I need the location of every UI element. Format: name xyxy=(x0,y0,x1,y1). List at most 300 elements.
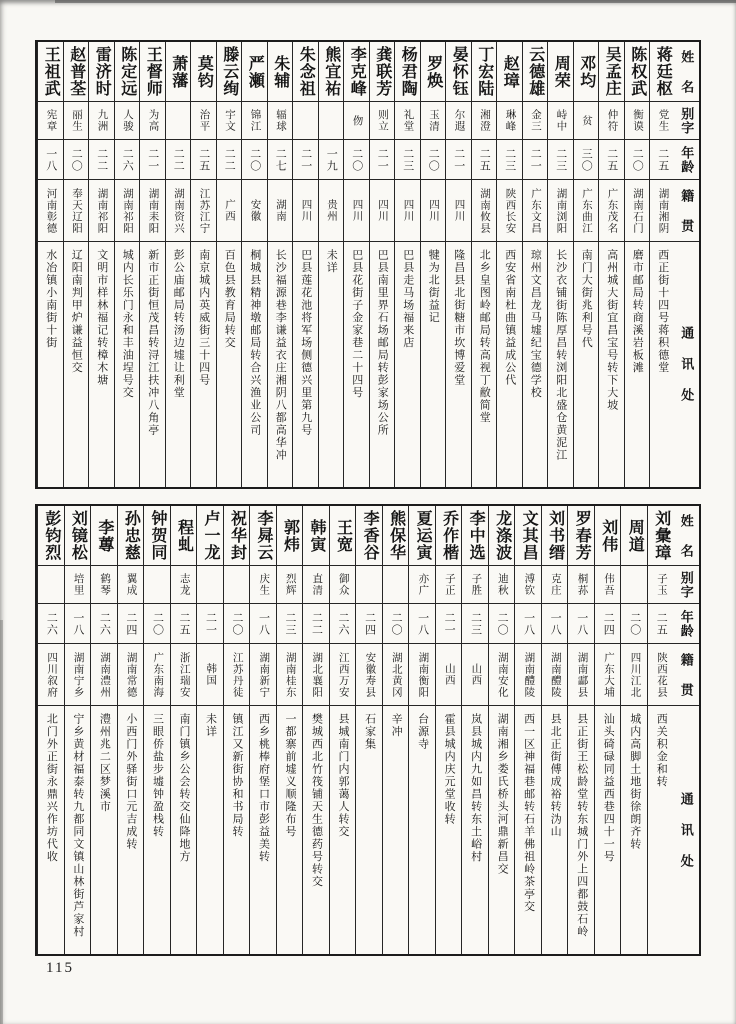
directory-table-top xyxy=(35,40,701,489)
name-cell: 杨君陶 xyxy=(395,42,420,102)
address-cell: 未详 xyxy=(325,249,338,274)
age-cell: 二四 xyxy=(356,604,382,644)
address-cell: 霍县城内庆元堂收转 xyxy=(443,713,456,826)
person-column xyxy=(573,42,599,487)
address-cell: 高州城大街宜昌宝号转下大坡 xyxy=(605,249,618,412)
name-cell: 李蓴 xyxy=(91,506,117,566)
age-cell: 一八 xyxy=(515,604,541,644)
address-cell: 巴县花街子金家巷二十四号 xyxy=(350,249,363,399)
courtesy-name-cell: 金三 xyxy=(523,102,548,140)
courtesy-name-cell: 培里 xyxy=(65,566,91,604)
address-cell: 澧州兆二区梦溪市 xyxy=(98,713,111,813)
courtesy-name-cell: 为高 xyxy=(140,102,165,140)
scan-smudge-artifact xyxy=(0,620,3,1024)
native-place-cell: 江西万安 xyxy=(330,644,356,706)
native-place-cell: 湖南桂东 xyxy=(277,644,303,706)
address-cell: 文明市样林福记转樟木塘 xyxy=(95,249,108,387)
age-cell: 二五 xyxy=(191,140,216,180)
native-place-cell: 广西 xyxy=(217,180,242,242)
person-column xyxy=(63,42,89,487)
native-place-cell: 广东大埔 xyxy=(595,644,621,706)
age-cell: 二〇 xyxy=(421,140,446,180)
name-cell: 吴孟庄 xyxy=(599,42,624,102)
age-cell: 二〇 xyxy=(621,604,647,644)
native-place-cell: 湖北襄阳 xyxy=(303,644,329,706)
courtesy-name-cell: 鹤琴 xyxy=(91,566,117,604)
courtesy-name-cell: 子正 xyxy=(436,566,462,604)
person-column xyxy=(329,506,356,954)
age-cell: 二五 xyxy=(648,604,674,644)
native-place-cell: 湖南酃县 xyxy=(568,644,594,706)
name-cell: 祝华封 xyxy=(224,506,250,566)
name-cell: 云德雄 xyxy=(523,42,548,102)
courtesy-name-cell xyxy=(621,566,647,604)
address-cell: 辛冲 xyxy=(390,713,403,738)
native-place-cell: 湖南攸县 xyxy=(472,180,497,242)
person-column xyxy=(241,42,267,487)
address-cell: 南门大街兆利号代 xyxy=(580,249,593,349)
name-cell: 韩寅 xyxy=(303,506,329,566)
person-column xyxy=(496,42,522,487)
age-cell: 二六 xyxy=(38,604,64,644)
age-cell: 二〇 xyxy=(383,604,409,644)
age-cell: 二一 xyxy=(436,604,462,644)
courtesy-name-cell: 烈辉 xyxy=(277,566,303,604)
age-cell: 二三 xyxy=(497,140,522,180)
age-cell: 二六 xyxy=(330,604,356,644)
person-column xyxy=(647,506,674,954)
native-place-cell: 浙江瑞安 xyxy=(171,644,197,706)
native-place-cell: 河南彰德 xyxy=(38,180,63,242)
person-column xyxy=(594,506,621,954)
name-cell: 周道 xyxy=(621,506,647,566)
header-label-origin: 籍 贯 xyxy=(673,644,699,706)
age-cell: 一八 xyxy=(409,604,435,644)
native-place-cell: 四川 xyxy=(344,180,369,242)
age-cell: 一八 xyxy=(65,604,91,644)
courtesy-name-cell: 湘澄 xyxy=(472,102,497,140)
address-cell: 宁乡黄材福泰转九都同文镇山林街芦家村 xyxy=(71,713,84,938)
age-cell: 二三 xyxy=(462,604,488,644)
address-cell: 湖南湘乡娄氏桥头河鼎新昌交 xyxy=(496,713,509,876)
courtesy-name-cell: 人骏 xyxy=(115,102,140,140)
person-column xyxy=(567,506,594,954)
person-column xyxy=(196,506,223,954)
address-cell: 县北正街傅成裕转沩山 xyxy=(549,713,562,838)
person-column xyxy=(318,42,344,487)
person-column xyxy=(471,42,497,487)
person-column xyxy=(223,506,250,954)
age-cell: 二二 xyxy=(217,140,242,180)
name-cell: 莫钧 xyxy=(191,42,216,102)
person-column xyxy=(143,506,170,954)
native-place-cell: 广东文昌 xyxy=(523,180,548,242)
address-cell: 三眼侨盐步墟钟盈栈转 xyxy=(151,713,164,838)
native-place-cell: 奉天辽阳 xyxy=(64,180,89,242)
age-cell: 一八 xyxy=(38,140,63,180)
age-cell: 二一 xyxy=(140,140,165,180)
courtesy-name-cell: 尔遐 xyxy=(446,102,471,140)
name-cell: 晏怀钰 xyxy=(446,42,471,102)
courtesy-name-cell: 宪章 xyxy=(38,102,63,140)
name-cell: 龚联芳 xyxy=(370,42,395,102)
person-column xyxy=(292,42,318,487)
person-column xyxy=(114,42,140,487)
courtesy-name-cell: 则立 xyxy=(370,102,395,140)
address-cell: 百色县教育局转交 xyxy=(223,249,236,349)
native-place-cell: 湖南浏阳 xyxy=(548,180,573,242)
page-number: 115 xyxy=(46,960,74,976)
person-column xyxy=(37,42,63,487)
courtesy-name-cell: 溥钦 xyxy=(515,566,541,604)
address-cell: 台源寺 xyxy=(416,713,429,751)
name-cell: 雷济时 xyxy=(89,42,114,102)
native-place-cell: 广东曲江 xyxy=(574,180,599,242)
header-label-origin: 籍 贯 xyxy=(675,180,700,242)
courtesy-name-cell: 九洲 xyxy=(89,102,114,140)
person-column xyxy=(461,506,488,954)
courtesy-name-cell: 礼堂 xyxy=(395,102,420,140)
age-cell: 二五 xyxy=(171,604,197,644)
age-cell: 二五 xyxy=(650,140,675,180)
person-column xyxy=(343,42,369,487)
age-cell: 二一 xyxy=(446,140,471,180)
name-cell: 文其昌 xyxy=(515,506,541,566)
native-place-cell: 湖南祁阳 xyxy=(115,180,140,242)
person-column xyxy=(267,42,293,487)
person-column xyxy=(435,506,462,954)
person-column xyxy=(190,42,216,487)
name-cell: 陈定远 xyxy=(115,42,140,102)
courtesy-name-cell: 翼成 xyxy=(118,566,144,604)
courtesy-name-cell: 仲符 xyxy=(599,102,624,140)
courtesy-name-cell xyxy=(293,102,318,140)
name-cell: 邓均 xyxy=(574,42,599,102)
native-place-cell: 湖南澧州 xyxy=(91,644,117,706)
name-cell: 夏运寅 xyxy=(409,506,435,566)
person-column xyxy=(170,506,197,954)
age-cell: 二二 xyxy=(303,604,329,644)
age-cell: 二一 xyxy=(523,140,548,180)
name-cell: 李曻云 xyxy=(250,506,276,566)
native-place-cell: 山西 xyxy=(462,644,488,706)
native-place-cell: 广东茂名 xyxy=(599,180,624,242)
age-cell: 二三 xyxy=(277,604,303,644)
address-cell: 巴县走马场福来店 xyxy=(401,249,414,349)
native-place-cell: 四川叙府 xyxy=(38,644,64,706)
courtesy-name-cell: 直清 xyxy=(303,566,329,604)
courtesy-name-cell xyxy=(197,566,223,604)
name-cell: 王督师 xyxy=(140,42,165,102)
courtesy-name-cell: 桐荪 xyxy=(568,566,594,604)
person-column xyxy=(276,506,303,954)
person-column xyxy=(514,506,541,954)
age-cell: 一八 xyxy=(568,604,594,644)
name-cell: 罗焕 xyxy=(421,42,446,102)
name-cell: 刘彙璋 xyxy=(648,506,674,566)
person-column xyxy=(216,42,242,487)
name-cell: 李香谷 xyxy=(356,506,382,566)
address-cell: 石家集 xyxy=(363,713,376,751)
name-cell: 严瀬 xyxy=(242,42,267,102)
address-cell: 樊城西北竹筏铺天生德药号转交 xyxy=(310,713,323,888)
address-cell: 城内高脚土地街徐朗齐转 xyxy=(628,713,641,851)
name-cell: 熊宜祐 xyxy=(319,42,344,102)
courtesy-name-cell: 宇文 xyxy=(217,102,242,140)
person-column xyxy=(408,506,435,954)
native-place-cell: 四川 xyxy=(446,180,471,242)
courtesy-name-cell: 琳峰 xyxy=(497,102,522,140)
courtesy-name-cell: 丽生 xyxy=(64,102,89,140)
age-cell: 二五 xyxy=(599,140,624,180)
courtesy-name-cell: 玉清 xyxy=(421,102,446,140)
name-cell: 赵璋 xyxy=(497,42,522,102)
native-place-cell: 湖南衡阳 xyxy=(409,644,435,706)
native-place-cell: 韩国 xyxy=(197,644,223,706)
directory-table-bottom xyxy=(35,504,701,956)
name-cell: 彭钧烈 xyxy=(38,506,64,566)
name-cell: 程虬 xyxy=(171,506,197,566)
header-column xyxy=(673,506,699,954)
native-place-cell: 四川 xyxy=(370,180,395,242)
native-place-cell: 四川 xyxy=(293,180,318,242)
address-cell: 巴县莲花池将军场侧德兴里第九号 xyxy=(299,249,312,437)
courtesy-name-cell: 锦江 xyxy=(242,102,267,140)
name-cell: 萧藩 xyxy=(166,42,191,102)
address-cell: 北乡皇图岭邮局转高视丁敝简堂 xyxy=(478,249,491,424)
person-column xyxy=(90,506,117,954)
header-label-addr: 通 讯 处 xyxy=(679,326,695,403)
name-cell: 李中选 xyxy=(462,506,488,566)
courtesy-name-cell: 峙中 xyxy=(548,102,573,140)
name-cell: 朱念祖 xyxy=(293,42,318,102)
address-cell: 镇江又新街协和书局转 xyxy=(230,713,243,838)
native-place-cell: 陕西长安 xyxy=(497,180,522,242)
person-column xyxy=(620,506,647,954)
person-column xyxy=(394,42,420,487)
address-cell: 桐城县精神墩邮局转合兴渔业公司 xyxy=(248,249,261,437)
age-cell: 三〇 xyxy=(574,140,599,180)
address-cell: 水冶镇小南街十街 xyxy=(44,249,57,349)
person-column xyxy=(624,42,650,487)
courtesy-name-cell: 党生 xyxy=(650,102,675,140)
courtesy-name-cell: 辐球 xyxy=(268,102,293,140)
address-cell: 辽阳南判甲炉谦益恒交 xyxy=(70,249,83,374)
native-place-cell: 湖北黄冈 xyxy=(383,644,409,706)
name-cell: 钟贺同 xyxy=(144,506,170,566)
native-place-cell: 湖南耒阳 xyxy=(140,180,165,242)
courtesy-name-cell xyxy=(144,566,170,604)
age-cell: 一九 xyxy=(319,140,344,180)
age-cell: 二〇 xyxy=(344,140,369,180)
name-cell: 陈权武 xyxy=(625,42,650,102)
age-cell: 二五 xyxy=(472,140,497,180)
person-column xyxy=(420,42,446,487)
person-column xyxy=(488,506,515,954)
native-place-cell: 江苏丹徒 xyxy=(224,644,250,706)
name-cell: 丁宏陆 xyxy=(472,42,497,102)
age-cell: 二一 xyxy=(370,140,395,180)
address-cell: 西一区神福巷邮转石羊佛祖岭茶亭交 xyxy=(522,713,535,913)
header-label-name: 姓 名 xyxy=(673,506,699,566)
name-cell: 郭炜 xyxy=(277,506,303,566)
age-cell: 二〇 xyxy=(625,140,650,180)
address-cell: 西安省南杜曲镇益成公代 xyxy=(503,249,516,387)
native-place-cell: 湖南宁乡 xyxy=(65,644,91,706)
address-cell: 岚县城内九如昌转东土峪村 xyxy=(469,713,482,863)
person-column xyxy=(541,506,568,954)
address-cell: 汕头碕碌同益西巷四十一号 xyxy=(602,713,615,863)
native-place-cell: 四川江北 xyxy=(621,644,647,706)
courtesy-name-cell: 迪秋 xyxy=(489,566,515,604)
age-cell: 二〇 xyxy=(224,604,250,644)
name-cell: 刘镜松 xyxy=(65,506,91,566)
name-cell: 孙忠慈 xyxy=(118,506,144,566)
address-cell: 彭公庙邮局转汤边墟让利堂 xyxy=(172,249,185,399)
address-cell: 一都寨前墟义顺隆布号 xyxy=(284,713,297,838)
name-cell: 朱辅 xyxy=(268,42,293,102)
native-place-cell: 湖南祁阳 xyxy=(89,180,114,242)
age-cell: 二三 xyxy=(548,140,573,180)
address-cell: 县正街王松龄堂转东城门外上四都鼓石岭 xyxy=(575,713,588,938)
address-cell: 琼州文昌龙马墟纪宝德学校 xyxy=(529,249,542,399)
name-cell: 刘伟 xyxy=(595,506,621,566)
native-place-cell: 湖南资兴 xyxy=(166,180,191,242)
native-place-cell: 湖南 xyxy=(268,180,293,242)
person-column xyxy=(302,506,329,954)
courtesy-name-cell: 贫 xyxy=(574,102,599,140)
person-column xyxy=(547,42,573,487)
header-label-zi: 别字 xyxy=(675,102,700,140)
native-place-cell: 湖南新宁 xyxy=(250,644,276,706)
person-column xyxy=(139,42,165,487)
person-column xyxy=(64,506,91,954)
name-cell: 刘书缙 xyxy=(542,506,568,566)
header-label-name: 姓 名 xyxy=(675,42,700,102)
native-place-cell: 湖南醴陵 xyxy=(515,644,541,706)
courtesy-name-cell xyxy=(383,566,409,604)
address-cell: 巴县南里界石场邮局转彭家场公所 xyxy=(376,249,389,437)
courtesy-name-cell: 治平 xyxy=(191,102,216,140)
scan-edge-artifact xyxy=(55,0,736,3)
age-cell: 一八 xyxy=(542,604,568,644)
courtesy-name-cell: 衡谟 xyxy=(625,102,650,140)
address-cell: 长沙福源巷李谦益衣庄湘阴八都高华冲 xyxy=(274,249,287,462)
native-place-cell: 四川 xyxy=(421,180,446,242)
person-column xyxy=(369,42,395,487)
address-cell: 新市正街恒茂昌转浔江扶冲八角亭 xyxy=(146,249,159,437)
name-cell: 周荣 xyxy=(548,42,573,102)
address-cell: 隆昌县北街糖市坎博爱堂 xyxy=(452,249,465,387)
header-label-zi: 别字 xyxy=(673,566,699,604)
native-place-cell: 湖南醴陵 xyxy=(542,644,568,706)
address-cell: 西关积金和转 xyxy=(655,713,668,788)
name-cell: 王宽 xyxy=(330,506,356,566)
courtesy-name-cell: 御众 xyxy=(330,566,356,604)
header-label-age: 年龄 xyxy=(675,140,700,180)
native-place-cell: 江苏江宁 xyxy=(191,180,216,242)
courtesy-name-cell: 克庄 xyxy=(542,566,568,604)
age-cell: 一八 xyxy=(250,604,276,644)
name-cell: 龙涤波 xyxy=(489,506,515,566)
native-place-cell: 安徽 xyxy=(242,180,267,242)
age-cell: 二〇 xyxy=(64,140,89,180)
age-cell: 二六 xyxy=(91,604,117,644)
native-place-cell: 湖南石门 xyxy=(625,180,650,242)
age-cell: 二三 xyxy=(395,140,420,180)
address-cell: 西乡桃棒府堡口市彭益美转 xyxy=(257,713,270,863)
address-cell: 西正街十四号蒋积德堂 xyxy=(656,249,669,374)
age-cell: 二〇 xyxy=(489,604,515,644)
courtesy-name-cell xyxy=(38,566,64,604)
courtesy-name-cell: 子胜 xyxy=(462,566,488,604)
courtesy-name-cell xyxy=(319,102,344,140)
age-cell: 二二 xyxy=(166,140,191,180)
courtesy-name-cell: 亦广 xyxy=(409,566,435,604)
name-cell: 王祖武 xyxy=(38,42,63,102)
name-cell: 熊保华 xyxy=(383,506,409,566)
person-column xyxy=(165,42,191,487)
courtesy-name-cell: 子玉 xyxy=(648,566,674,604)
age-cell: 二〇 xyxy=(242,140,267,180)
person-column xyxy=(88,42,114,487)
courtesy-name-cell: 庆生 xyxy=(250,566,276,604)
native-place-cell: 湖南常德 xyxy=(118,644,144,706)
address-cell: 北门外正街永鼎兴作坊代收 xyxy=(45,713,58,863)
native-place-cell: 陕西花县 xyxy=(648,644,674,706)
name-cell: 李克峰 xyxy=(344,42,369,102)
address-cell: 南门镇乡公会转交仙降地方 xyxy=(177,713,190,863)
person-column xyxy=(598,42,624,487)
age-cell: 二一 xyxy=(293,140,318,180)
age-cell: 二一 xyxy=(197,604,223,644)
age-cell: 二六 xyxy=(115,140,140,180)
header-label-age: 年龄 xyxy=(673,604,699,644)
person-column xyxy=(37,506,64,954)
native-place-cell: 湖南湘阴 xyxy=(650,180,675,242)
courtesy-name-cell xyxy=(166,102,191,140)
header-column xyxy=(675,42,700,487)
age-cell: 二四 xyxy=(595,604,621,644)
name-cell: 乔作楷 xyxy=(436,506,462,566)
person-column xyxy=(445,42,471,487)
name-cell: 滕云绚 xyxy=(217,42,242,102)
person-column xyxy=(249,506,276,954)
native-place-cell: 湖南安化 xyxy=(489,644,515,706)
courtesy-name-cell xyxy=(224,566,250,604)
address-cell: 城内长乐门永和丰油埕号交 xyxy=(121,249,134,399)
age-cell: 二四 xyxy=(118,604,144,644)
address-cell: 县城南门内郭蔼人转交 xyxy=(337,713,350,838)
courtesy-name-cell: 伆 xyxy=(344,102,369,140)
age-cell: 二〇 xyxy=(144,604,170,644)
age-cell: 二七 xyxy=(268,140,293,180)
name-cell: 蒋廷枢 xyxy=(650,42,675,102)
age-cell: 二二 xyxy=(89,140,114,180)
native-place-cell: 贵州 xyxy=(319,180,344,242)
address-cell: 南京城内英威街三十四号 xyxy=(197,249,210,387)
name-cell: 赵普荃 xyxy=(64,42,89,102)
courtesy-name-cell: 志龙 xyxy=(171,566,197,604)
courtesy-name-cell: 伟吾 xyxy=(595,566,621,604)
person-column xyxy=(117,506,144,954)
person-column xyxy=(649,42,675,487)
address-cell: 犍为北街益记 xyxy=(427,249,440,324)
person-column xyxy=(522,42,548,487)
courtesy-name-cell xyxy=(356,566,382,604)
address-cell: 磨市邮局转商溪岩板滩 xyxy=(631,249,644,374)
address-cell: 长沙衣铺街陈厚昌转浏阳北盛仓黄泥江 xyxy=(554,249,567,462)
